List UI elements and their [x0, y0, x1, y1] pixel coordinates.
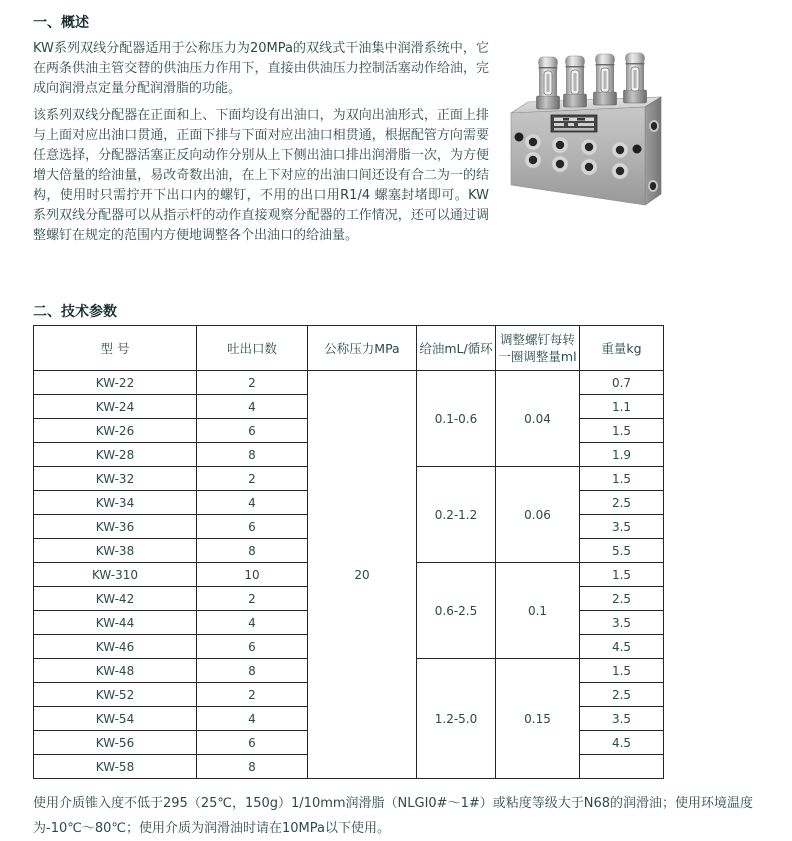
cell-model: KW-34: [34, 491, 197, 515]
cell-model: KW-24: [34, 395, 197, 419]
cell-outlets: 8: [197, 659, 308, 683]
cell-weight: 3.5: [580, 611, 664, 635]
cell-outlets: 6: [197, 515, 308, 539]
cell-outlets: 6: [197, 731, 308, 755]
outlet-port: [612, 142, 628, 158]
cell-weight: 1.9: [580, 443, 664, 467]
cell-model: KW-56: [34, 731, 197, 755]
cell-model: KW-46: [34, 635, 197, 659]
outlet-port: [581, 139, 597, 155]
specs-section: [33, 303, 776, 779]
cell-outlets: 8: [197, 755, 308, 779]
cell-model: KW-52: [34, 683, 197, 707]
indicator-pin: [564, 56, 587, 107]
cell-outlets: 4: [197, 707, 308, 731]
cell-model: KW-28: [34, 443, 197, 467]
cell-model: KW-58: [34, 755, 197, 779]
specs-table: [33, 325, 664, 779]
cell-model: KW-44: [34, 611, 197, 635]
cell-outlets: 2: [197, 587, 308, 611]
cell-weight: [580, 755, 664, 779]
overview-paragraph-2: 该系列双线分配器在正面和上、下面均设有出油口，为双向出油形式，正面上排与上面对应出油口贯通，正面下排与下面对应出油口相贯通，根据配管方向需要任意选择，分配器活塞正反向动作分别从上下侧出油口排出润滑脂一次，为方便增大倍量的给油量，易改奇数出油，在上下对应的出油口间还设有合二为一的结构，使用时只需拧开下出口内的螺钉，不用的出口用R1/4 螺塞封堵即可。KW系列双线分配器可以从指示杆的动作直接观察分配器的工作情况，还可以通过调整螺钉在规定的范围内方便地调整各个出油口的给油量。: [33, 108, 489, 243]
cell-weight: 5.5: [580, 539, 664, 563]
col-header-oil: 给油mL/循环: [417, 326, 496, 371]
overview-section: [33, 14, 776, 253]
cell-model: KW-22: [34, 371, 197, 395]
cell-outlets: 2: [197, 683, 308, 707]
cell-outlets: 8: [197, 539, 308, 563]
cell-outlets: 10: [197, 563, 308, 587]
overview-paragraph-1: KW系列双线分配器适用于公称压力为20MPa的双线式干油集中润滑系统中，它在两条供油主管交替的供油压力作用下，直接由供油压力控制活塞动作给油，完成向润滑点定量分配润滑脂的功能。: [33, 41, 489, 96]
col-header-pressure: 公称压力MPa: [308, 326, 417, 371]
cell-outlets: 8: [197, 443, 308, 467]
cell-model: KW-42: [34, 587, 197, 611]
col-header-weight: 重量kg: [580, 326, 664, 371]
cell-weight: 4.5: [580, 635, 664, 659]
cell-adjust: 0.15: [496, 659, 580, 779]
cell-weight: 1.1: [580, 395, 664, 419]
cell-adjust: 0.1: [496, 563, 580, 659]
cell-outlets: 2: [197, 467, 308, 491]
specs-heading: 二、技术参数: [33, 304, 117, 320]
overview-text: [33, 39, 489, 253]
cell-outlets: 2: [197, 371, 308, 395]
cell-weight: 1.5: [580, 659, 664, 683]
cell-oil-range: 1.2-5.0: [417, 659, 496, 779]
cell-outlets: 4: [197, 395, 308, 419]
cell-outlets: 4: [197, 611, 308, 635]
col-header-outlets: 吐出口数: [197, 326, 308, 371]
cell-weight: 1.5: [580, 467, 664, 491]
col-header-adjust: 调整螺钉每转一圈调整量ml: [496, 326, 580, 371]
nameplate: [551, 115, 597, 132]
cell-model: KW-310: [34, 563, 197, 587]
cell-model: KW-38: [34, 539, 197, 563]
overview-heading: 一、概述: [33, 15, 89, 31]
outlet-port: [612, 163, 628, 179]
indicator-pin: [594, 54, 617, 105]
mount-hole: [515, 133, 524, 142]
cell-model: KW-32: [34, 467, 197, 491]
cell-adjust: 0.06: [496, 467, 580, 563]
cell-weight: 2.5: [580, 587, 664, 611]
cell-oil-range: 0.6-2.5: [417, 563, 496, 659]
outlet-port: [552, 156, 568, 172]
outlet-port: [552, 137, 568, 153]
cell-model: KW-26: [34, 419, 197, 443]
cell-outlets: 6: [197, 635, 308, 659]
cell-weight: 3.5: [580, 707, 664, 731]
header-row: [34, 326, 664, 371]
table-row: [34, 371, 664, 395]
cell-adjust: 0.04: [496, 371, 580, 467]
distributor-photo-illustration: [489, 36, 776, 231]
outlet-port: [525, 152, 541, 168]
cell-model: KW-36: [34, 515, 197, 539]
cell-weight: 1.5: [580, 419, 664, 443]
cell-weight: 2.5: [580, 491, 664, 515]
cell-weight: 1.5: [580, 563, 664, 587]
cell-oil-range: 0.2-1.2: [417, 467, 496, 563]
cell-model: KW-48: [34, 659, 197, 683]
indicator-pin: [624, 53, 647, 103]
cell-model: KW-54: [34, 707, 197, 731]
cell-outlets: 4: [197, 491, 308, 515]
col-header-model: 型 号: [34, 326, 197, 371]
product-photo: [489, 36, 776, 231]
usage-note: 使用介质锥入度不低于295（25℃，150g）1/10mm润滑脂（NLGI0#～1#）或粘度等级大于N68的润滑油；使用环境温度为-10℃～80℃；使用介质为润滑油时请在10MPa以下使用。: [33, 796, 754, 836]
mount-hole: [633, 145, 642, 154]
cell-oil-range: 0.1-0.6: [417, 371, 496, 467]
cell-outlets: 6: [197, 419, 308, 443]
cell-weight: 2.5: [580, 683, 664, 707]
cell-weight: 3.5: [580, 515, 664, 539]
outlet-port: [525, 134, 541, 150]
outlet-port: [581, 159, 597, 175]
cell-weight: 4.5: [580, 731, 664, 755]
indicator-pin: [537, 57, 560, 109]
cell-weight: 0.7: [580, 371, 664, 395]
cell-pressure: 20: [308, 371, 417, 779]
